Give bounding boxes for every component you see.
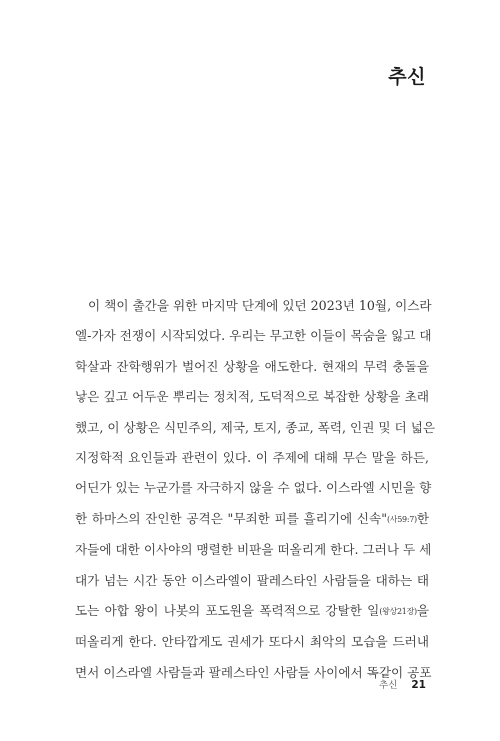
text-line: 엘-가자 전쟁이 시작되었다. 우리는 무고한 이들이 목숨을 잃고 대 bbox=[75, 328, 432, 344]
text-line: 자들에 대한 이사야의 맹렬한 비판을 떠올리게 한다. 그러나 두 세 bbox=[75, 542, 432, 558]
text-line-with-reference bbox=[75, 504, 429, 535]
scripture-reference: (왕상21장) bbox=[379, 607, 417, 617]
page-footer bbox=[379, 677, 426, 691]
text-line: 떠올리게 한다. 안타깝게도 권세가 또다시 최악의 모습을 드러내 bbox=[75, 634, 429, 650]
chapter-title: 추신 bbox=[388, 66, 426, 88]
body-paragraph bbox=[75, 291, 436, 688]
text-line-segment: 도는 아합 왕이 나봇의 포도원을 폭력적으로 강탈한 일 bbox=[75, 603, 380, 619]
text-line-with-reference bbox=[75, 596, 429, 627]
running-head: 추신 bbox=[379, 680, 398, 691]
text-line: 어딘가 있는 누군가를 자극하지 않을 수 없다. 이스라엘 시민을 향 bbox=[75, 480, 432, 496]
text-line: 했고, 이 상황은 식민주의, 제국, 토지, 종교, 폭력, 인권 및 더 넓은 bbox=[75, 419, 436, 435]
text-line: 이 책이 출간을 위한 마지막 단계에 있던 2023년 10월, 이스라 bbox=[88, 298, 432, 313]
text-line-segment: 을 bbox=[416, 603, 429, 619]
text-line-segment: 한 bbox=[416, 510, 429, 526]
text-line: 학살과 잔학행위가 벌어진 상황을 애도한다. 현재의 무력 충돌을 bbox=[75, 358, 429, 374]
text-line: 대가 넘는 시간 동안 이스라엘이 팔레스타인 사람들을 대하는 태 bbox=[75, 572, 429, 588]
text-line: 지정학적 요인들과 관련이 있다. 이 주제에 대해 무슨 말을 하든, bbox=[75, 450, 429, 466]
scripture-reference: (사59:7) bbox=[386, 514, 417, 524]
text-line: 면서 이스라엘 사람들과 팔레스타인 사람들 사이에서 똑같이 공포 bbox=[75, 664, 432, 680]
text-line: 낳은 깊고 어두운 뿌리는 정치적, 도덕적으로 복잡한 상황을 초래 bbox=[75, 389, 429, 405]
page-number: 21 bbox=[411, 679, 426, 691]
text-line-segment: 한 하마스의 잔인한 공격은 "무죄한 피를 흘리기에 신속" bbox=[75, 510, 387, 526]
